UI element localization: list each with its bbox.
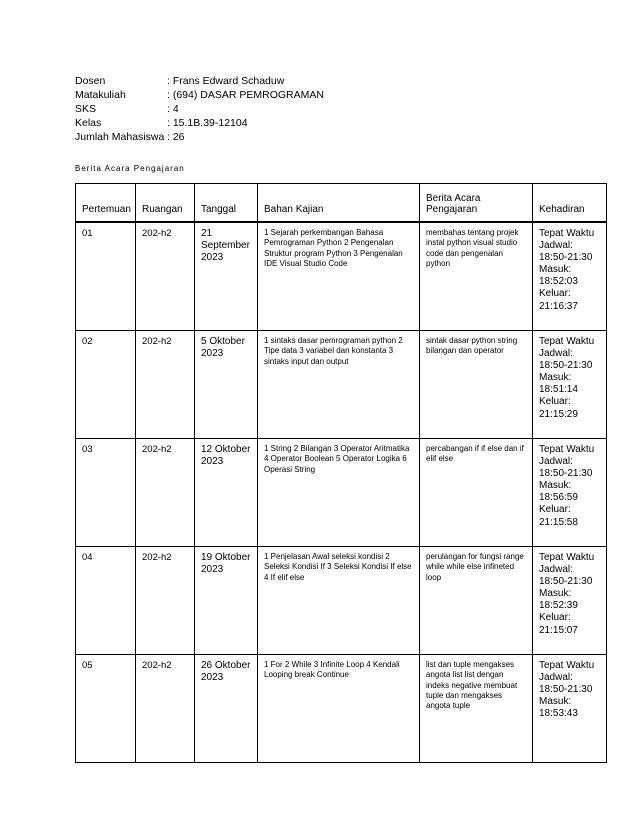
- course-info-header: [75, 74, 324, 144]
- cell-ruangan: 202-h2: [136, 222, 195, 331]
- cell-berita-acara: list dan tuple mengakses angota list list dengan indeks negative membuat tuple dan mengakses angota tuple: [420, 655, 533, 763]
- table-row: [76, 547, 607, 655]
- sks-value: : 4: [167, 103, 179, 115]
- cell-kehadiran: Tepat Waktu Jadwal: 18:50-21:30 Masuk: 18:52:39 Keluar: 21:15:07: [533, 547, 607, 655]
- kelas-row: [75, 116, 324, 130]
- berita-acara-table: [75, 183, 607, 763]
- cell-tanggal: 26 Oktober 2023: [195, 655, 258, 763]
- sks-row: [75, 102, 324, 116]
- cell-bahan-kajian: 1 Penjelasan Awal seleksi kondisi 2 Seleksi Kondisi If 3 Seleksi Kondisi If else 4 If elif else: [258, 547, 420, 655]
- kelas-value: : 15.1B.39-12104: [167, 117, 248, 129]
- cell-kehadiran: Tepat Waktu Jadwal: 18:50-21:30 Masuk: 18:51:14 Keluar: 21:15:29: [533, 331, 607, 439]
- cell-pertemuan: 02: [76, 331, 136, 439]
- cell-tanggal: 19 Oktober 2023: [195, 547, 258, 655]
- header-kehadiran: Kehadiran: [533, 184, 607, 223]
- kelas-label: Kelas: [75, 117, 102, 129]
- cell-kehadiran: Tepat Waktu Jadwal: 18:50-21:30 Masuk: 18:53:43: [533, 655, 607, 763]
- cell-berita-acara: membahas tentang projek instal python visual studio code dan pengenalan python: [420, 222, 533, 331]
- table-row: [76, 222, 607, 331]
- cell-berita-acara: sintak dasar python string bilangan dan operator: [420, 331, 533, 439]
- dosen-row: [75, 74, 324, 88]
- header-ruangan: Ruangan: [136, 184, 195, 223]
- header-pertemuan: Pertemuan: [76, 184, 136, 223]
- jumlah-mahasiswa-row: [75, 130, 324, 144]
- cell-bahan-kajian: 1 Sejarah perkembangan Bahasa Pemrograman Python 2 Pengenalan Struktur program Python 3 Pengenalan IDE Visual Studio Code: [258, 222, 420, 331]
- table-row: [76, 331, 607, 439]
- cell-kehadiran: Tepat Waktu Jadwal: 18:50-21:30 Masuk: 18:52:03 Keluar: 21:16:37: [533, 222, 607, 331]
- cell-berita-acara: perulangan for fungsi range while while else infineted loop: [420, 547, 533, 655]
- jumlah-mahasiswa-value: : 26: [167, 131, 185, 143]
- cell-pertemuan: 03: [76, 439, 136, 547]
- cell-tanggal: 5 Oktober 2023: [195, 331, 258, 439]
- sks-label: SKS: [75, 103, 97, 115]
- dosen-label: Dosen: [75, 75, 106, 87]
- matakuliah-value: : (694) DASAR PEMROGRAMAN: [167, 89, 324, 101]
- cell-ruangan: 202-h2: [136, 547, 195, 655]
- cell-tanggal: 21 September 2023: [195, 222, 258, 331]
- section-title: Berita Acara Pengajaran: [75, 164, 185, 173]
- cell-ruangan: 202-h2: [136, 439, 195, 547]
- cell-bahan-kajian: 1 sintaks dasar pemrograman python 2 Tipe data 3 variabel dan konstanta 3 sintaks input dan output: [258, 331, 420, 439]
- cell-bahan-kajian: 1 String 2 Bilangan 3 Operator Aritmatika 4 Operator Boolean 5 Operator Logika 6 Operasi String: [258, 439, 420, 547]
- cell-pertemuan: 05: [76, 655, 136, 763]
- cell-berita-acara: percabangan if if else dan if elif else: [420, 439, 533, 547]
- cell-bahan-kajian: 1 For 2 While 3 Infinite Loop 4 Kendali Looping break Continue: [258, 655, 420, 763]
- header-tanggal: Tanggal: [195, 184, 258, 223]
- cell-ruangan: 202-h2: [136, 331, 195, 439]
- cell-pertemuan: 01: [76, 222, 136, 331]
- matakuliah-label: Matakuliah: [75, 89, 126, 101]
- cell-pertemuan: 04: [76, 547, 136, 655]
- table-row: [76, 439, 607, 547]
- cell-tanggal: 12 Oktober 2023: [195, 439, 258, 547]
- cell-ruangan: 202-h2: [136, 655, 195, 763]
- matakuliah-row: [75, 88, 324, 102]
- header-bahan-kajian: Bahan Kajian: [258, 184, 420, 223]
- table-row: [76, 655, 607, 763]
- jumlah-mahasiswa-label: Jumlah Mahasiswa: [75, 131, 165, 143]
- dosen-value: : Frans Edward Schaduw: [167, 75, 285, 87]
- table-header-row: [76, 184, 607, 223]
- cell-kehadiran: Tepat Waktu Jadwal: 18:50-21:30 Masuk: 18:56:59 Keluar: 21:15:58: [533, 439, 607, 547]
- header-berita-acara: Berita Acara Pengajaran: [420, 184, 533, 223]
